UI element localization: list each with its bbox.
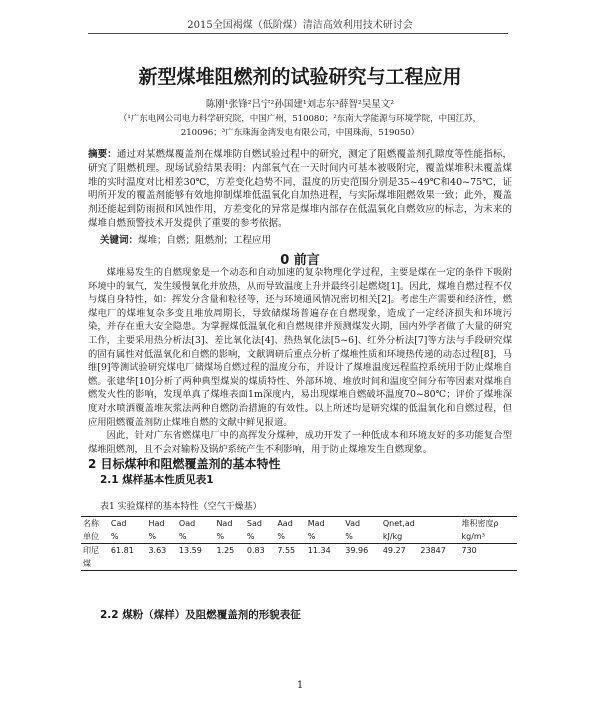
table-header-cell: Cad bbox=[109, 517, 147, 531]
table-cell: 49.27 bbox=[382, 546, 406, 555]
table-header-cell: Had bbox=[146, 517, 176, 531]
table-cell: 39.96 bbox=[345, 546, 369, 555]
table-cell bbox=[460, 557, 518, 571]
table-cell: 730 bbox=[461, 546, 477, 555]
table-unit-cell: % bbox=[306, 530, 344, 544]
table-row bbox=[81, 544, 517, 558]
table-cell bbox=[245, 557, 275, 571]
table-header-cell: Nad bbox=[214, 517, 244, 531]
table-unit-cell: % bbox=[214, 530, 244, 544]
table-unit-cell: % bbox=[245, 530, 275, 544]
affiliation-line: （¹广东电网公司电力科学研究院，中国广州，510080；²东南大学能源与环境学院，中国江苏， bbox=[118, 114, 482, 124]
section-2-heading: 2 目标煤种和阻燃覆盖剂的基本特性 bbox=[88, 457, 281, 471]
table-header-row bbox=[81, 517, 517, 531]
page-number: 1 bbox=[296, 680, 304, 691]
table-cell: 61.81 bbox=[110, 546, 134, 555]
table-cell bbox=[381, 557, 419, 571]
table-unit-row bbox=[81, 530, 517, 544]
table-header-cell: Qnet,ad bbox=[381, 517, 460, 531]
abstract bbox=[88, 148, 512, 231]
table-unit-cell: kJ/kg bbox=[381, 530, 460, 544]
table-cell bbox=[418, 557, 459, 571]
table-cell bbox=[177, 557, 215, 571]
table-cell bbox=[343, 557, 381, 571]
intro-heading: 0 前言 bbox=[280, 253, 320, 268]
table-header-cell: Vad bbox=[343, 517, 381, 531]
table-header-cell: 名称 bbox=[81, 517, 109, 531]
subsection-2-1-heading: 2.1 煤样基本性质见表1 bbox=[100, 474, 214, 486]
table-header-cell: Sad bbox=[245, 517, 275, 531]
coal-properties-table bbox=[81, 516, 517, 571]
running-head: 2015全国褐煤（低阶煤）清洁高效利用技术研讨会 bbox=[187, 20, 413, 31]
table-cell bbox=[306, 557, 344, 571]
table-unit-cell: % bbox=[109, 530, 147, 544]
keywords-text: 煤堆；自燃；阻燃剂；工程应用 bbox=[138, 235, 272, 246]
affiliation-line: 210096；³广东珠海金湾发电有限公司，中国珠海，519050） bbox=[180, 128, 420, 138]
table-cell: 印尼 bbox=[83, 546, 99, 555]
intro-body bbox=[88, 266, 512, 456]
table-cell: 11.34 bbox=[307, 546, 331, 555]
abstract-label: 摘要： bbox=[88, 149, 117, 160]
table-header-cell: Aad bbox=[275, 517, 305, 531]
author-list: 陈刚¹张锋²吕宁²孙国建¹刘志东³薛智²吴星文² bbox=[205, 99, 395, 110]
table-row bbox=[81, 557, 517, 571]
table-unit-cell: kg/m³ bbox=[460, 530, 518, 544]
table-unit-cell: % bbox=[343, 530, 381, 544]
table-unit-cell: % bbox=[146, 530, 176, 544]
table-cell bbox=[109, 557, 147, 571]
table-unit-cell: % bbox=[275, 530, 305, 544]
intro-paragraph: 煤堆易发生的自燃现象是一个动态和自动加速的复杂物理化学过程，主要是煤在一定的条件下吸附环境中的氧气，发生缓慢氧化并放热，从而导致温度上升并最终引起燃烧[1]。因此，煤堆自燃过程不仅与煤自身特性，如：挥发分含量和粒径等，还与环境通风情况密切相关[2]。考虑生产需要和经济性，燃煤电厂的煤堆复杂多变且堆放周期长，导致储煤场普遍存在自燃现象，造成了一定经济损失和环境污染，并存在重大安全隐患。为掌握煤低温氧化和自燃规律并预测煤发火期，国内外学者做了大量的研究工作，主要采用热分析法[3]、差比氧化法[4]、热热氧化法[5~6]、红外分析法[7]等方法与手段研究煤的固有属性对低温氧化和自燃的影响，文献调研后重点分析了煤堆性质和环境热传递的动态过程[8]，马维[9]等测试验研究煤电厂储煤场自燃过程的温度分布，并设计了煤堆温度远程监控系统用于防止煤堆自燃。张建华[10]分析了两种典型煤炭的煤质特性、外部环境、堆放时间和温度空间分布等因素对煤堆自燃发火性的影响，发现单真了煤堆表面1m深度内，易出现煤堆自燃破坏温度70~80℃；评价了煤堆深度对水喷洒覆盖堆灰浆法两种自燃防治措施的有效性。以上所述均是研究煤的低温氧化和自燃过程，但应用阻燃覆盖剂防止煤堆自燃的文献中鲜见报道。 bbox=[88, 267, 512, 428]
table-cell bbox=[214, 557, 244, 571]
intro-paragraph: 因此，针对广东省燃煤电厂中的高挥发分煤种，成功开发了一种低成本和环境友好的多功能复合型煤堆阻燃剂，且不会对输粉及锅炉系统产生不利影响，用于防止煤堆发生自燃现象。 bbox=[88, 430, 512, 455]
keywords bbox=[100, 232, 512, 246]
table-caption: 表1 实验煤样的基本特性（空气干燥基） bbox=[100, 502, 262, 512]
table-cell bbox=[146, 557, 176, 571]
table-cell: 煤 bbox=[81, 557, 109, 571]
header-rule bbox=[88, 33, 508, 34]
abstract-text: 通过对某燃煤覆盖剂在煤堆防自燃试验过程中的研究，测定了阻燃覆盖剂孔隙度等性能指标，研究了阻燃机理。现场试验结果表明：内部氧气在一天时间内可基本被吸附完，覆盖煤堆积未覆盖煤堆的实时温度对比相差30℃，方差变化趋势不同，温度的历史范围分别是35~49℃和40~75℃，证明所开发的覆盖剂能够有效地抑制煤堆低温氧化自加热进程，与实际煤堆阻燃效果一致；此外，覆盖剂还能起到防雨损和风蚀作用，方差变化的异常是煤堆内部存在低温氧化自燃效应的标志，为未来的煤堆自燃预警技术开发提供了重要的参考依据。 bbox=[88, 149, 512, 229]
paper-title: 新型煤堆阻燃剂的试验研究与工程应用 bbox=[138, 66, 462, 88]
table-cell: 23847 bbox=[420, 546, 446, 555]
table-header-cell: Oad bbox=[177, 517, 215, 531]
table-unit-cell: 单位 bbox=[81, 530, 109, 544]
table-unit-cell: % bbox=[177, 530, 215, 544]
table-cell: 7.55 bbox=[277, 546, 296, 555]
table-cell bbox=[275, 557, 305, 571]
table-header-cell: Mad bbox=[306, 517, 344, 531]
subsection-2-2-heading: 2.2 煤粉（煤样）及阻燃覆盖剂的形貌表征 bbox=[100, 609, 301, 621]
keywords-label: 关键词： bbox=[100, 235, 139, 246]
table-cell: 13.59 bbox=[178, 546, 202, 555]
affiliations bbox=[100, 112, 500, 140]
table-cell: 0.83 bbox=[246, 546, 265, 555]
table-header-cell: 堆积密度ρ bbox=[460, 517, 518, 531]
table-cell: 3.63 bbox=[148, 546, 167, 555]
table-cell: 1.25 bbox=[216, 546, 235, 555]
